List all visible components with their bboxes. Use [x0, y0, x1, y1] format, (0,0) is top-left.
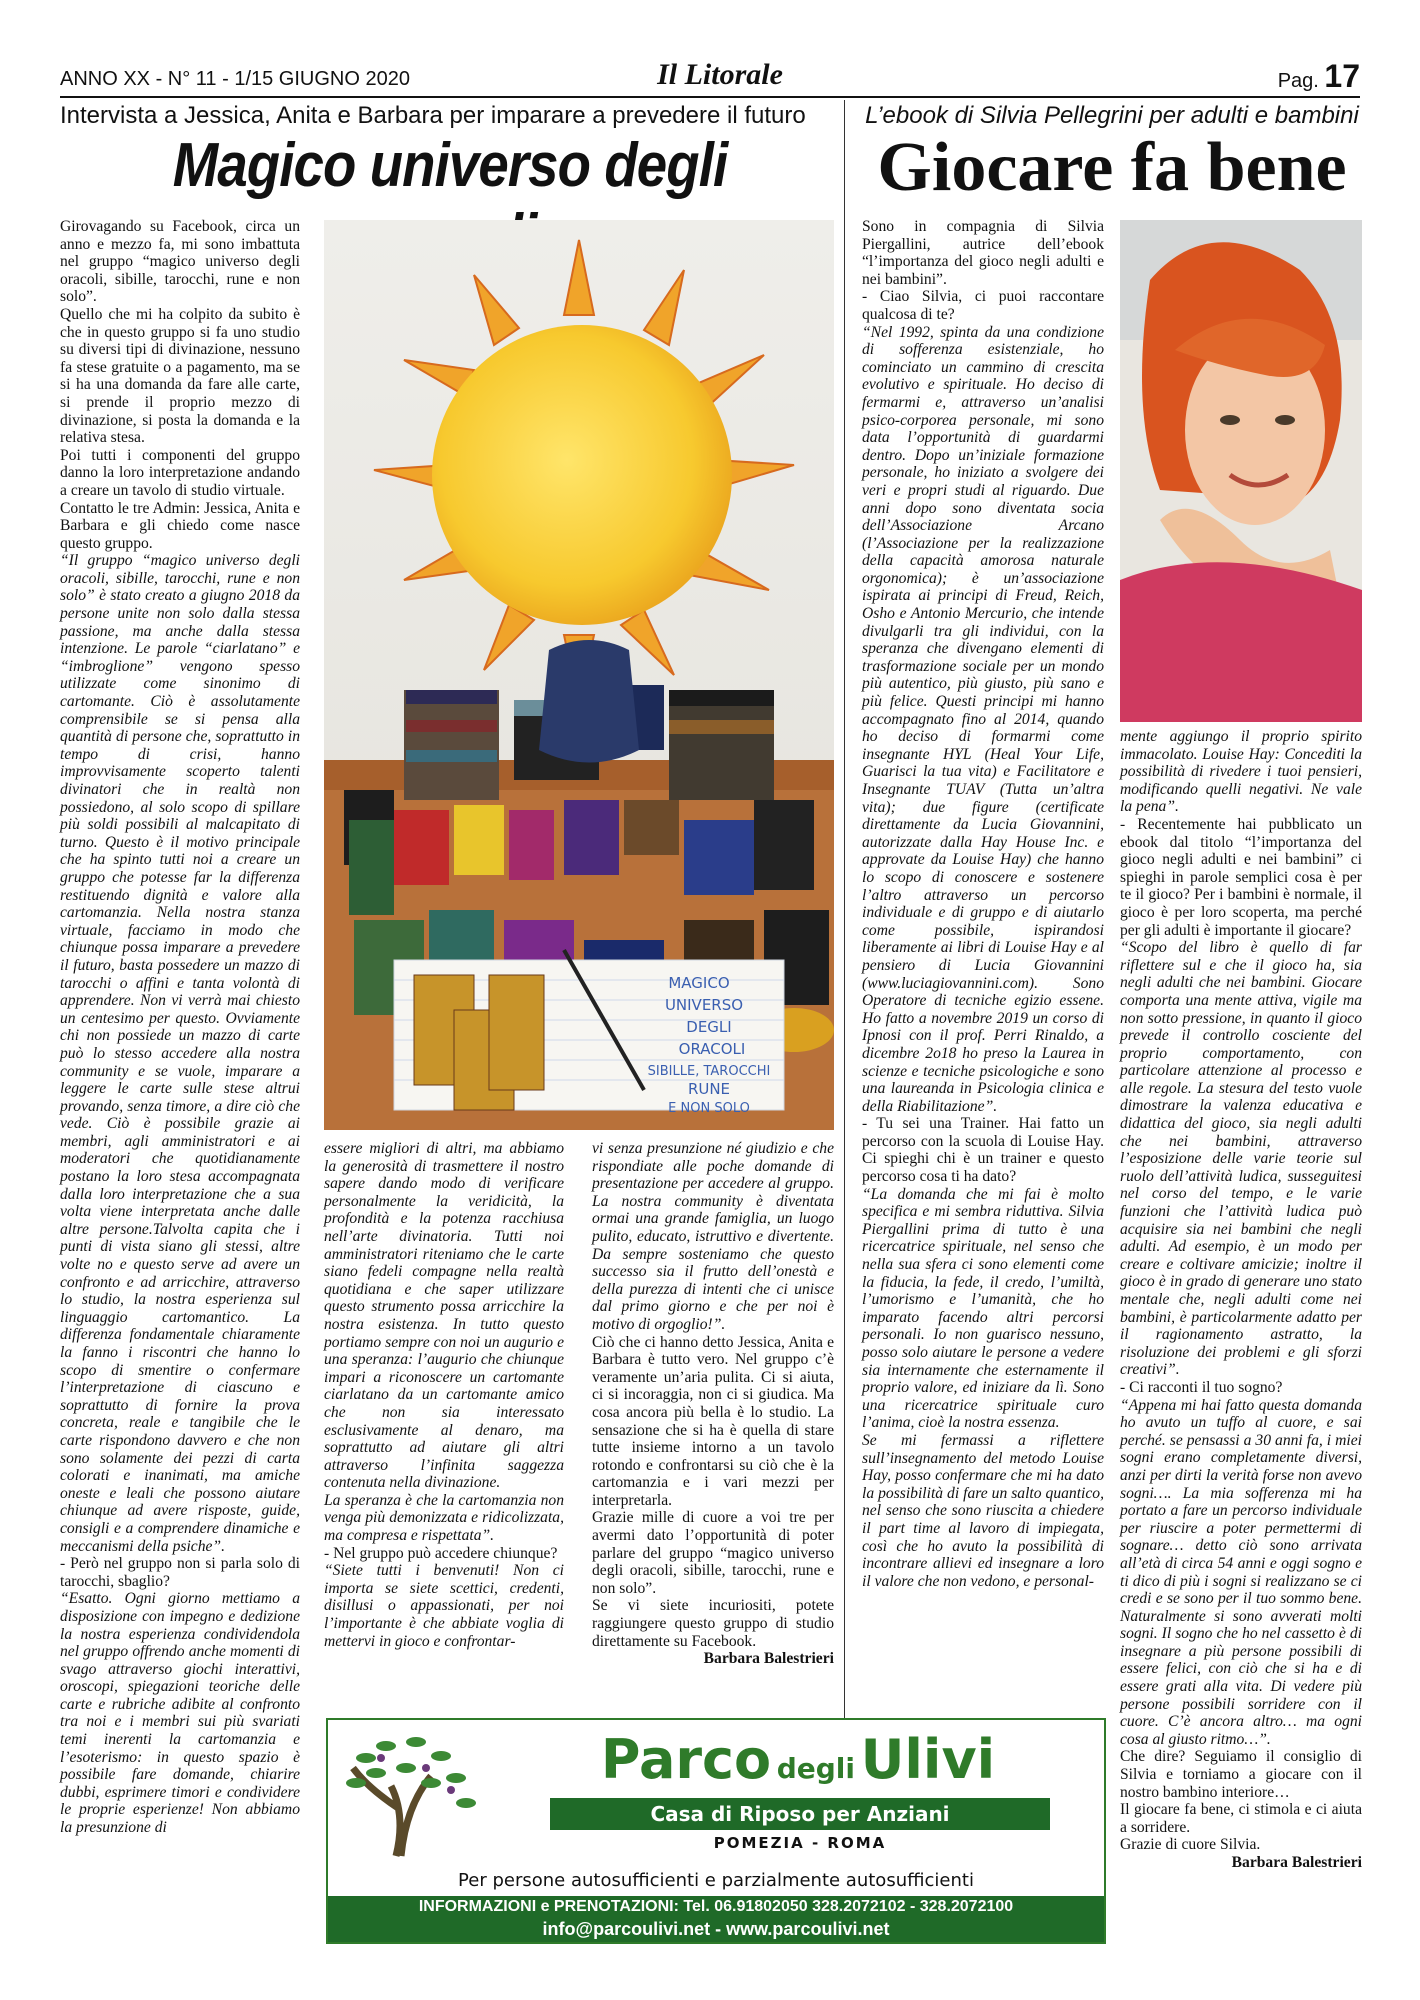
paragraph: La speranza è che la cartomanzia non venga più demonizzata e ridicolizzata, ma compresa e rispettata”. [324, 1491, 564, 1545]
notebook-line-4: ORACOLI [678, 1040, 746, 1058]
paragraph: Che dire? Seguiamo il consiglio di Silvia e torniamo a giocare con il nostro bambino interiore… [1120, 1748, 1362, 1801]
right-column-2 [1120, 728, 1362, 1978]
ad-brand-degli: degli [776, 1752, 855, 1785]
notebook-line-5: SIBILLE, TAROCCHI [647, 1064, 771, 1079]
oracle-photo-illustration [324, 220, 834, 1130]
left-column-3 [592, 1140, 834, 1700]
issue-info: ANNO XX - N° 11 - 1/15 GIUGNO 2020 [60, 68, 410, 90]
ad-brand [498, 1728, 1098, 1791]
column-separator [844, 100, 845, 1720]
page-label: Pag. [1277, 70, 1319, 92]
byline: Barbara Balestrieri [703, 1650, 834, 1668]
notebook-line-3: DEGLI [686, 1018, 732, 1036]
left-column-2 [324, 1140, 564, 1700]
masthead: Il Litorale [657, 58, 783, 91]
paragraph: Sono in compagnia di Silvia Piergallini, autrice dell’ebook “l’importanza del gioco negli adulti e nei bambini”. [862, 218, 1104, 288]
header-rule [60, 96, 1360, 98]
portrait-illustration [1120, 220, 1362, 722]
paragraph: Contatto le tre Admin: Jessica, Anita e Barbara e gli chiedo come nasce questo gruppo. [60, 499, 300, 552]
byline: Barbara Balestrieri [1231, 1854, 1362, 1871]
oracle-cards-photo [324, 220, 834, 1130]
page-number-value: 17 [1324, 58, 1360, 94]
paragraph: - Nel gruppo può accedere chiunque? [324, 1544, 558, 1562]
paragraph: Il giocare fa bene, ci stimola e ci aiuta a sorridere. [1120, 1801, 1362, 1836]
paragraph: “Il gruppo “magico universo degli oracoli, sibille, tarocchi, rune e non solo” è stato creato a giugno 2018 da persone unite non solo dalla stessa passione, ma anche dalla stessa intenzione. Le parole “ciarlatano” e “imbroglione” vengono spesso utilizzate come sinonimo di cartomante. Ciò è assolutamente comprensibile se si pensa alla quantità di persone che, soprattutto in tempo di crisi, hanno improvvisamente scoperto talenti divinatori che in realtà non possiedono, al solo scopo di spillare più soldi possibili al malcapitato di turno. Questo è il motivo principale che ha spinto tutti noi a creare un gruppo che potesse far la differenza restituendo dignità e valore alla cartomanzia. Nella nostra stanza virtuale, facciamo in modo che chiunque possa imparare a prevedere il futuro, basta possedere un mazzo di tarocchi o affini e tanta volontà di apprendere. Non vi verrà mai chiesto un centesimo per questo. Ovviamente chi non possiede un mazzo di carte può lo stesso accedere alla nostra community e se vuole, imparare a leggere le carte sulle stese altrui provando, senza timore, a dire ciò che vede. Ciò è possibile grazie ai membri, agli amministratori e ai moderatori che quotidianamente postano la loro stesa accompagnata dalla loro interpretazione che a sua volta viene interpretata anche dalle altre persone.Talvolta capita che i punti di vista siano gli stessi, altre volte no e questo serve ad avere un confronto e ad arricchire, attraverso lo studio, la nostra esperienza sul linguaggio cartomantico. La differenza fondamentale chiaramente la fanno i riscontri che hanno lo scopo di smentire o confermare l’interpretazione di ciascuno e soprattutto di fornire la prova concreta, reale e tangibile che le carte rispondono davvero e che non sono solamente dei pezzi di carta colorati e inanimati, ma amiche oneste e leali che possono aiutare chiunque ad avere risposte, guide, consigli e a comprendere dinamiche e meccanismi della psiche”. [60, 552, 300, 1555]
ad-contact-bar [328, 1896, 1104, 1942]
notebook-line-2: UNIVERSO [664, 996, 744, 1014]
paragraph: “Siete tutti i benvenuti! Non ci importa se siete scettici, credenti, disillusi o appassionati, per noi l’importante è che abbiate voglia di mettervi in gioco e confrontar- [324, 1562, 564, 1650]
paragraph: Girovagando su Facebook, circa un anno e mezzo fa, mi sono imbattuta nel gruppo “magico universo degli oracoli, sibille, tarocchi, rune e non solo”. [60, 218, 300, 306]
page-number [1278, 58, 1360, 95]
paragraph: - Però nel gruppo non si parla solo di tarocchi, sbaglio? [60, 1555, 300, 1590]
ad-subtitle: Casa di Riposo per Anziani [550, 1798, 1050, 1830]
left-column-1 [60, 218, 300, 1837]
paragraph: - Tu sei una Trainer. Hai fatto un percorso con la scuola di Louise Hay. Ci spieghi chi è un trainer e questo percorso cosa ti ha dato? [862, 1115, 1104, 1186]
ad-brand-parco: Parco [600, 1728, 772, 1791]
ad-contact-line: INFORMAZIONI e PRENOTAZIONI: Tel. 06.91802050 328.2072102 - 328.2072100 [418, 1898, 1014, 1915]
paragraph: Grazie mille di cuore a voi tre per avermi dato l’opportunità di poter parlare del gruppo “magico universo degli oracoli, sibille, tarocchi, rune e non solo”. [592, 1509, 834, 1597]
paragraph: “La domanda che mi fai è molto specifica e mi sembra riduttiva. Silvia Piergallini prima di tutto è una ricercatrice spirituale, nel senso che nella sua sfera ci sono elementi come la fiducia, la fede, il credo, l’umiltà, l’umorismo e l’umanità, che ho imparato facendo altri percorsi personali. Io non guarisco nessuno, posso solo aiutare le persone a vedere sia internamente che esternamente il proprio valore, ed iniziare da lì. Sono una ricercatrice spirituale curo l’anima, cioè la nostra essenza. [862, 1185, 1104, 1432]
notebook-line-1: MAGICO [668, 974, 730, 992]
ad-brand-ulivi: Ulivi [860, 1728, 996, 1791]
right-column-1 [862, 218, 1104, 1700]
ad-web-line: info@parcoulivi.net - www.parcoulivi.net [542, 1919, 890, 1939]
paragraph: Se vi siete incuriositi, potete raggiungere questo gruppo di studio direttamente su Facebook. [592, 1597, 834, 1650]
paragraph: “Appena mi hai fatto questa domanda ho avuto un tuffo al cuore, e sai perché. se pensassi a 30 anni fa, i miei sogni erano completamente diversi, anzi per dirti la verità forse non avevo sogni…. La mia sofferenza mi ha portato a fare un percorso individuale per riuscire a poter permettermi di sognare… detto ciò sono arrivata all’età di circa 54 anni e oggi sogno e ti dico di più i sogni si realizzano se ci credi e se sono per il tuo sommo bene. Naturalmente si sono avverati molti sogni. Il sogno che ho nel cassetto è di insegnare a più persone possibili di essere felici, con ciò che si ha e di essere grati alla vita. Di vedere più persone possibili sorridere con il cuore. C’è ancora altro… ma ogni cosa al giusto ritmo…”. [1120, 1396, 1362, 1748]
parco-ulivi-ad [326, 1718, 1106, 1944]
paragraph: vi senza presunzione né giudizio e che rispondiate alle poche domande di presentazione per accedere al gruppo. La nostra community è diventata ormai una grande famiglia, un luogo pulito, educato, istruttivo e divertente. Da sempre sosteniamo che questo successo sia il frutto dell’onestà e della purezza di intenti che ci unisce dal primo giorno e che per noi è motivo di orgoglio!”. [592, 1140, 834, 1333]
paragraph: Se mi fermassi a riflettere sull’insegnamento del metodo Louise Hay, posso confermare che mi ha dato la possibilità di fare un salto quantico, nel senso che sono riuscita a chiedere il part time al lavoro di impiegata, così che ho avuto la possibilità di incontrare allievi ed insegnare a loro il valore che non vedono, e personal- [862, 1431, 1104, 1590]
paragraph: - Recentemente hai pubblicato un ebook dal titolo “l’importanza del gioco negli adulti e nei bambini” ci spieghi in parole semplici cosa è per te il gioco? Per i bambini è normale, il gioco è per loro scoperta, ma perché per gli adulti è importante il giocare? [1120, 815, 1362, 939]
ad-location: POMEZIA - ROMA [713, 1834, 887, 1852]
paragraph: “Scopo del libro è quello di far riflettere sul e che il gioco ha, sia negli adulti che nei bambini. Giocare comporta una mente attiva, vigile ma non sotto pressione, in quanto il gioco prevede il controllo cosciente del proprio comportamento, con particolare attenzione al processo e alle regole. La stesura del testo vuole dimostrare la valenza educativa e didattica del gioco, sia negli adulti che nei bambini, attraverso l’esposizione delle varie teorie sul ruolo dell’attività ludica, susseguitesi nel corso del tempo, e le varie funzioni che l’attività ludica può acquisire sia nei bambini che negli adulti. Ad esempio, è un modo per creare e coltivare amicizie; inoltre il gioco è in grado di generare uno stato mentale che, negli adulti come nei bambini, è particolarmente adatto per il ragionamento astratto, la risoluzione dei problemi e gli sforzi creativi”. [1120, 939, 1362, 1379]
paragraph: mente aggiungo il proprio spirito immacolato. Louise Hay: Concediti la possibilità di rivedere i tuoi pensieri, modificando quelli negativi. Ne vale la pena”. [1120, 728, 1362, 816]
ad-tagline: Per persone autosufficienti e parzialmente autosufficienti [458, 1870, 974, 1891]
paragraph: essere migliori di altri, ma abbiamo la generosità di trasmettere il nostro sapere dando modo di verificare personalmente la veridicità, la profondità e la potenza racchiusa nell’arte divinatoria. Tutti noi amministratori riteniamo che le carte siano fedeli compagne nella realtà quotidiana e che saper utilizzare questo strumento possa arricchire la nostra esistenza. In tutto questo portiamo sempre con noi un augurio e una speranza: l’augurio che chiunque impari a riconoscere un cartomante ciarlatano da un cartomante amico che non sia interessato esclusivamente al denaro, ma soprattutto ad aiutare gli altri attraverso l’infinita saggezza contenuta nella divinazione. [324, 1140, 564, 1492]
paragraph: - Ciao Silvia, ci puoi raccontare qualcosa di te? [862, 288, 1104, 323]
paragraph: Poi tutti i componenti del gruppo danno la loro interpretazione andando a creare un tavolo di studio virtuale. [60, 446, 300, 499]
paragraph: Quello che mi ha colpito da subito è che in questo gruppo si fa uno studio su diversi tipi di divinazione, nessuno fa stese gratuite o a pagamento, ma se si ha una domanda da fare alle carte, si prende il proprio mezzo di divinazione, si posta la domanda e la relativa stesa. [60, 305, 300, 447]
notebook-line-6: RUNE [687, 1080, 731, 1098]
left-kicker: Intervista a Jessica, Anita e Barbara per imparare a prevedere il futuro [60, 102, 806, 129]
notebook-line-7: E NON SOLO [668, 1101, 750, 1116]
olive-tree-icon [336, 1728, 486, 1858]
right-title: Giocare fa bene [877, 129, 1347, 206]
paragraph: “Esatto. Ogni giorno mettiamo a disposizione con impegno e dedizione la nostra esperienza condividendola nel gruppo offrendo anche momenti di svago attraverso giochi interattivi, oroscopi, spiegazioni teoriche delle carte e rubriche adibite al confronto tra noi e i membri sui più svariati temi inerenti la cartomanzia e l’esoterismo: in questo spazio è possibile fare domande, chiarire dubbi, esprimere timori e condividere le proprie esperienze! Non abbiamo la presunzione di [60, 1590, 300, 1837]
paragraph: “Nel 1992, spinta da una condizione di sofferenza esistenziale, ho cominciato un cammino di crescita evolutivo e spirituale. Ho deciso di fermarmi e, attraverso un’analisi psico-corporea personale, mi sono data l’opportunità di guardarmi dentro. Dopo un’iniziale formazione personale, ho iniziato a svolgere dei veri e propri studi al riguardo. Due anni dopo sono diventata socia dell’Associazione Arcano (l’Associazione per la realizzazione della capacità amorosa naturale orgonomica); è un’associazione ispirata ai principi di Freud, Reich, Osho e Antonio Mercurio, che intende divulgarli tra gli individui, con la speranza che divengano elementi di trasformazione sociale per un mondo più autentico, più giusto, più sano e più felice. Questi principi mi hanno accompagnato fino al 2014, quando ho deciso di formarmi come insegnante HYL (Heal Your Life, Guarisci la tua vita) e Facilitatore e Insegnante TUAV (Tutta un’altra vita); due figure (certificate direttamente da Lucia Giovannini, autorizzate dalla Hay House Inc. e approvate da Louise Hay) che hanno lo scopo di conoscere e sostenere l’altro attraverso un percorso individuale e di gruppo e di aiutarlo come possibile, ispirandosi liberamente ai libri di Louise Hay e al pensiero di Lucia Giovannini (www.luciagiovannini.com). Sono Operatore di tecniche egizio essene. Ho fatto a novembre 2019 un corso di Ipnosi con il prof. Perri Rinaldo, a dicembre 2o18 ho preso la Laurea in scienze e tecniche psicologiche e sono una laureanda in Psicologia clinica e della Riabilitazione”. [862, 323, 1104, 1115]
paragraph: Grazie di cuore Silvia. [1120, 1836, 1261, 1854]
paragraph: Ciò che ci hanno detto Jessica, Anita e Barbara è tutto vero. Nel gruppo c’è veramente un’aria pulita. Ci si aiuta, ci si incoraggia, non ci si giudica. Ma cosa ancora più bella è lo studio. La sensazione che si ha è quella di stare tutte insieme intorno a un tavolo rotondo e confrontarsi su ciò che è la cartomanzia e i vari mezzi per interpretarla. [592, 1333, 834, 1509]
right-kicker: L’ebook di Silvia Pellegrini per adulti e bambini [865, 102, 1359, 129]
paragraph: - Ci racconti il tuo sogno? [1120, 1378, 1283, 1396]
silvia-portrait-photo [1120, 220, 1362, 722]
left-title: Magico universo degli [172, 131, 728, 200]
